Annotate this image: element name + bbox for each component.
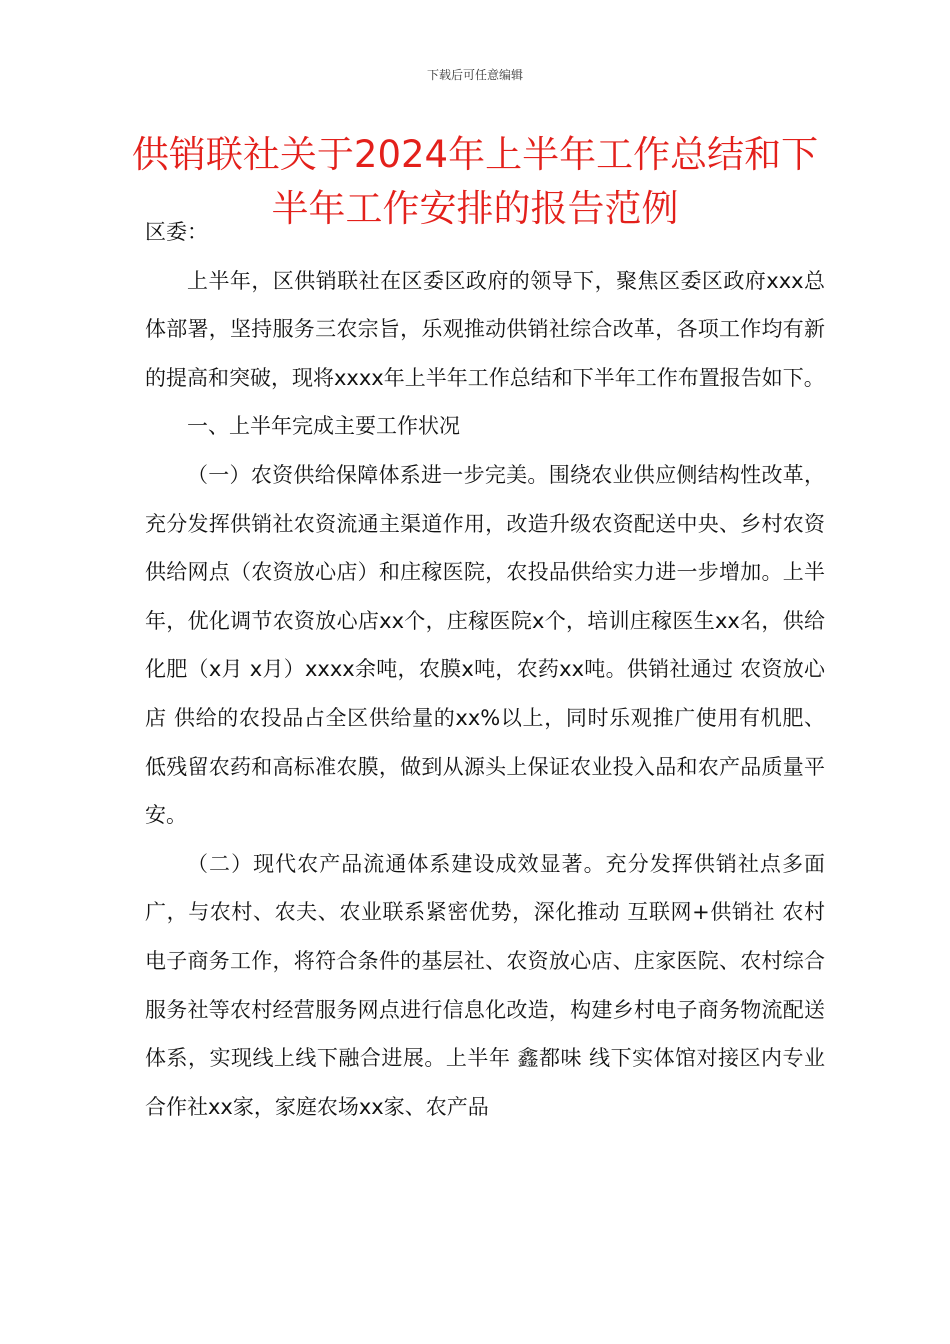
section-heading-1: 一、上半年完成主要工作状况 [187,414,460,439]
paragraph-section-1-1: （一）农资供给保障体系进一步完美。围绕农业供应侧结构性改革，充分发挥供销社农资流通主渠道作用，改造升级农资配送中央、乡村农资供给网点（农资放心店）和庄稼医院，农投品供给实力进一步增加。上半年，优化调节农资放心店xx个，庄稼医院x个，培训庄稼医生xx名，供给化肥（x月 x月）xxxx余吨，农膜x吨，农药xx吨。供销社通过 农资放心店 供给的农投品占全区供给量的xx%以上，同时乐观推广使用有机肥、低残留农药和高标准农膜，做到从源头上保证农业投入品和农产品质量平安。 [145,462,825,828]
document-body [145,208,825,1131]
salutation: 区委： [145,220,208,244]
paragraph-section-1-2: （二）现代农产品流通体系建设成效显著。充分发挥供销社点多面广，与农村、农夫、农业联系紧密优势，深化推动 互联网+供销社 农村电子商务工作，将符合条件的基层社、农资放心店、庄家医院、农村综合服务社等农村经营服务网点进行信息化改造，构建乡村电子商务物流配送体系，实现线上线下融合进展。上半年 鑫都味 线下实体馆对接区内专业合作社xx家，家庭农场xx家、农产品 [145,851,825,1119]
header-note: 下载后可任意编辑 [426,68,523,82]
paragraph-intro: 上半年，区供销联社在区委区政府的领导下，聚焦区委区政府xxx总体部署，坚持服务三农宗旨，乐观推动供销社综合改革，各项工作均有新的提高和突破，现将xxxx年上半年工作总结和下半年工作布置报告如下。 [145,268,825,390]
document-title: 供销联社关于2024年上半年工作总结和下半年工作安排的报告范例 [131,133,819,230]
